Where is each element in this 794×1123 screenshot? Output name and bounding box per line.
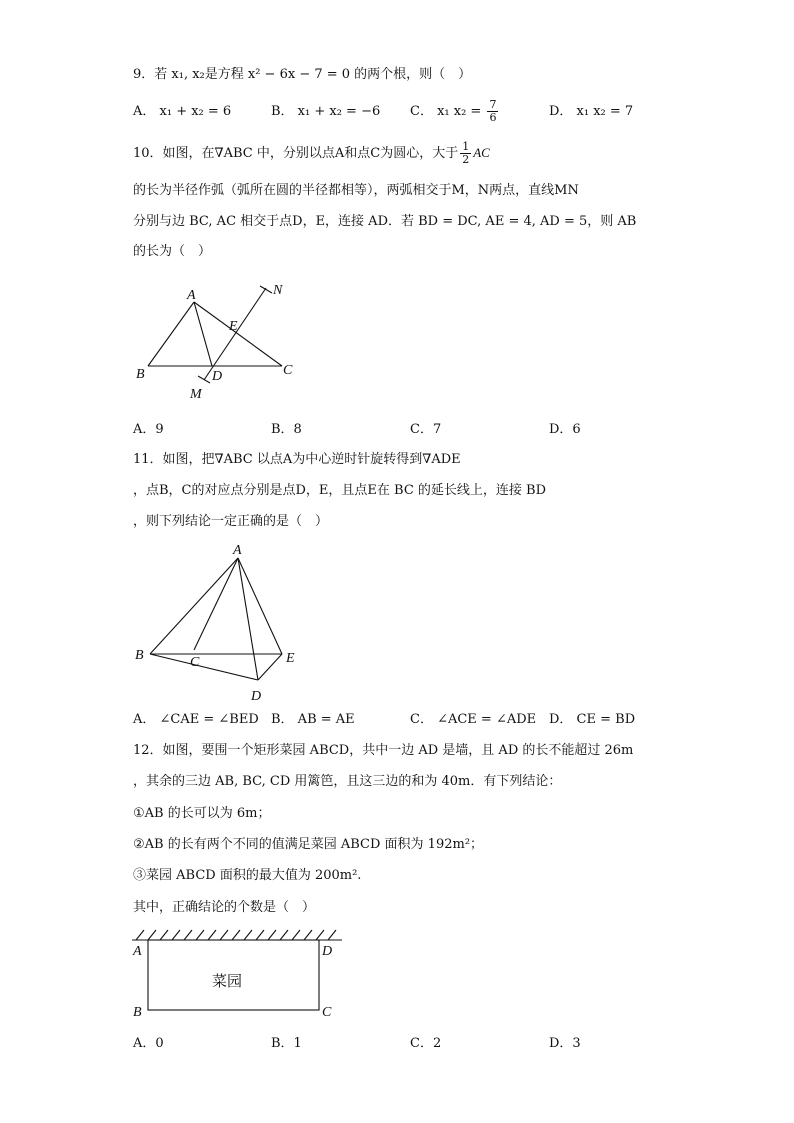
q12-option-b[interactable]: B．1 [271, 1036, 302, 1051]
q10-fraction: $\frac{1}{2}$ [462, 140, 470, 166]
q11-option-c[interactable]: C． ∠ACE = ∠ADE [410, 712, 537, 727]
q12-label-d: D [322, 944, 333, 959]
q10-stem-line2: 的长为半径作弧（弧所在圆的半径都相等），两弧相交于M，N两点，直线MN [133, 183, 579, 198]
q11-stem-line2: ，点B，C的对应点分别是点D，E，且点E在 BC 的延长线上，连接 BD [133, 483, 547, 498]
q11-label-c: C [190, 655, 200, 670]
q10-stem-line1-ac: AC [473, 145, 490, 160]
q10-option-d[interactable]: D．6 [549, 422, 581, 437]
q9-option-c-text: C． x₁ x₂ = [410, 104, 486, 119]
q10-stem-line4: 的长为（ ） [133, 244, 212, 259]
q11-segment-de [258, 654, 282, 680]
q11-label-b: B [135, 648, 144, 663]
q10-arc-m [198, 376, 210, 383]
q11-option-b[interactable]: B． AB = AE [271, 712, 355, 727]
q12-label-garden: 菜园 [212, 972, 243, 990]
q12-wall-hatching [136, 930, 336, 940]
q12-label-c: C [322, 1005, 332, 1020]
q11-segment-ae [238, 558, 282, 654]
q10-segment-ba [148, 302, 194, 366]
q11-segment-ab [150, 558, 238, 654]
q10-label-n: N [273, 283, 283, 298]
q9-option-a[interactable]: A． x₁ + x₂ = 6 [133, 104, 232, 119]
q12-option-d[interactable]: D．3 [549, 1036, 581, 1051]
q10-label-a: A [187, 288, 196, 303]
q12-option-c[interactable]: C．2 [410, 1036, 442, 1051]
q10-label-m: M [190, 387, 202, 402]
q12-option-a[interactable]: A．0 [133, 1036, 164, 1051]
q11-label-d: D [251, 689, 262, 704]
q11-label-e: E [286, 651, 295, 666]
q10-label-b: B [136, 367, 145, 382]
q10-segment-ac [194, 302, 282, 366]
q11-figure [130, 538, 320, 708]
q11-option-a[interactable]: A． ∠CAE = ∠BED [133, 712, 259, 727]
q12-statement-2: ②AB 的长有两个不同的值满足菜园 ABCD 面积为 192m²； [133, 837, 484, 852]
q10-segment-ad [194, 302, 212, 366]
q9-option-b[interactable]: B． x₁ + x₂ = −6 [271, 104, 381, 119]
q11-stem-line1: 11．如图，把∇ABC 以点A为中心逆时针旋转得到∇ADE [133, 452, 461, 467]
q9-option-c[interactable] [410, 96, 500, 128]
q11-label-a: A [233, 543, 242, 558]
q12-label-b: B [133, 1005, 142, 1020]
q12-question: 其中，正确结论的个数是（ ） [133, 900, 316, 915]
q10-figure [130, 280, 310, 405]
q12-statement-1: ①AB 的长可以为 6m； [133, 806, 271, 821]
q12-stem-line1: 12．如图，要围一个矩形菜园 ABCD，共中一边 AD 是墙，且 AD 的长不能超过 26m [133, 743, 634, 758]
q10-label-d: D [212, 369, 223, 384]
q9-option-d[interactable]: D． x₁ x₂ = 7 [549, 104, 634, 119]
q10-option-c[interactable]: C．7 [410, 422, 442, 437]
q10-label-c: C [283, 363, 293, 378]
q10-stem-line3: 分别与边 BC, AC 相交于点D，E，连接 AD．若 BD = DC, AE = 4, AD = 5，则 AB [133, 214, 637, 229]
q11-option-d[interactable]: D． CE = BD [549, 712, 636, 727]
q9-option-c-fraction: $\frac{7}{6}$ [489, 98, 497, 124]
q11-stem-line3: ，则下列结论一定正确的是（ ） [133, 514, 329, 529]
q12-statement-3: ③菜园 ABCD 面积的最大值为 200m². [133, 868, 362, 883]
q11-segment-bd [150, 654, 258, 680]
q10-stem-line1 [133, 138, 490, 169]
q12-stem-line2: ，其余的三边 AB, BC, CD 用篱笆，且这三边的和为 40m．有下列结论： [133, 774, 562, 789]
q10-option-b[interactable]: B．8 [271, 422, 302, 437]
q11-segment-ad [238, 558, 258, 680]
q12-figure [128, 924, 348, 1024]
q11-segment-ac [194, 558, 238, 650]
q10-label-e: E [229, 319, 238, 334]
q10-stem-line1-text: 10．如图，在∇ABC 中，分别以点A和点C为圆心，大于 [133, 146, 459, 161]
q10-arc-n [260, 286, 272, 293]
q10-option-a[interactable]: A．9 [133, 422, 164, 437]
q12-label-a: A [133, 944, 142, 959]
q9-stem: 9．若 x₁, x₂是方程 x² − 6x − 7 = 0 的两个根，则（ ） [133, 67, 472, 82]
